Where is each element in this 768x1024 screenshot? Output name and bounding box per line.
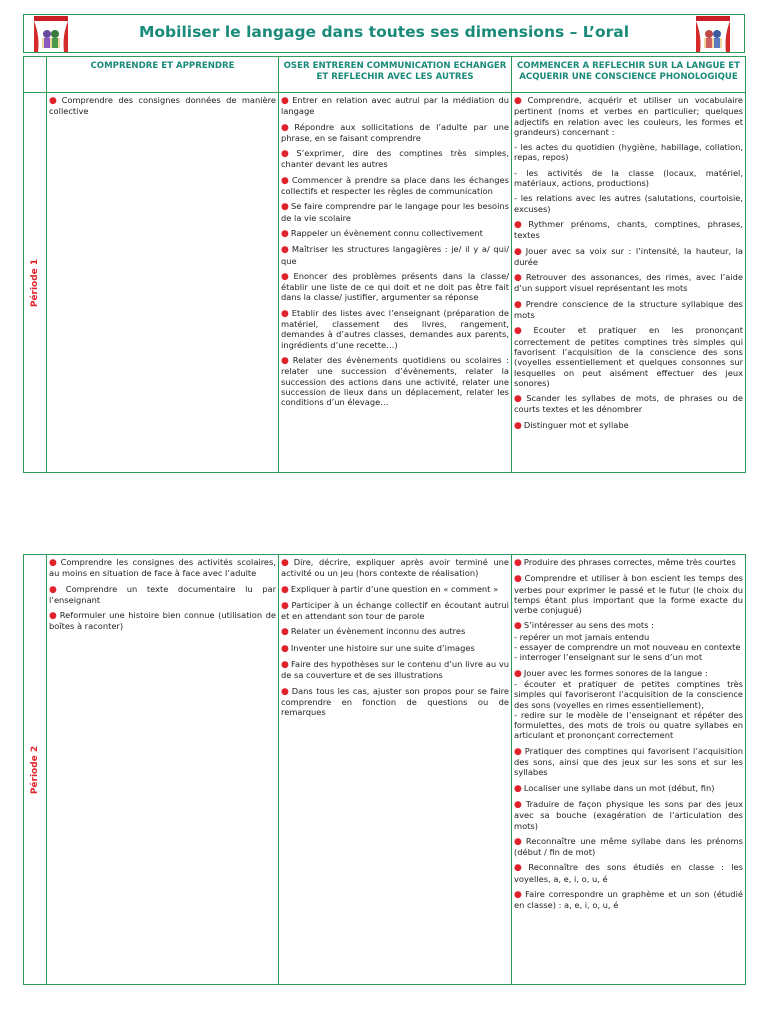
list-item [514,420,743,431]
list-item-text: Jouer avec les formes sonores de la langue : - écouter et pratiquer de petites comptines très simples qui favoriseront l’acquisition de la conscience des sons (voyelles en rimes essentiellement), - redire sur le modèle de l’enseignant et répéter des formulettes, des mots de trois ou quatre syllabes en articulant et prononçant correctement [514,667,743,741]
bullet-icon: ● [281,558,292,568]
list-item [281,201,509,223]
period-label: Période 2 [30,745,40,794]
bullet-icon: ● [281,686,290,697]
bullet-icon: ● [281,308,290,319]
list-item-text: Faire des hypothèses sur le contenu d’un livre au vu de sa couverture et de ses illustrations [281,659,509,681]
period-label: Période 1 [30,258,40,307]
list-item [281,122,509,144]
list-item [281,308,509,350]
list-item-text: Inventer une histoire sur une suite d’images [290,642,475,653]
list-item [514,746,743,778]
theater-curtain-icon [696,16,730,52]
list-item-text: Ecouter et pratiquer en les prononçant correctement de petites comptines très simples qui favorisent l’acquisition de la conscience des sons (voyelles essentiellement et quelques consonnes sur lesquelles on peut aisément effectuer des jeux sonores) [514,325,744,388]
bullet-icon: ● [514,574,523,585]
bullet-icon: ● [281,660,289,671]
list-item-text: Commencer à prendre sa place dans les échanges collectifs et respecter les règles de communication [281,174,509,197]
list-item-text: Retrouver des assonances, des rimes, avec l’aide d’un support visuel représentant les mots [514,272,743,294]
bullet-icon: ● [49,96,60,106]
list-item-text: Comprendre des consignes données de manière collective [49,95,276,117]
bullet-icon: ● [514,890,524,901]
bullet-icon: ● [514,783,522,794]
list-item [281,271,509,303]
list-item [514,193,743,214]
period-2-table [23,554,746,985]
list-item-text: Dans tous les cas, ajuster son propos pour se faire comprendre en fonction de questions ou de remarques [281,685,509,718]
bullet-icon: ● [49,584,64,595]
bullet-icon: ● [281,627,289,638]
list-item [514,557,743,568]
list-item [514,142,743,163]
bullet-icon: ● [281,355,291,366]
list-item [281,626,509,637]
list-item-text: - les relations avec les autres (salutations, courtoisie, excuses) [514,193,743,214]
period-label-cell [24,555,47,985]
list-item-text: Faire correspondre un graphème et un son (étudié en classe) : a, e, i, o, u, é [514,889,743,911]
bullet-icon: ● [281,122,293,133]
list-item [514,783,743,794]
list-item [514,799,743,831]
header-comprendre: COMPRENDRE ET APPRENDRE [47,57,279,93]
list-item [514,393,743,415]
list-item [49,610,276,632]
list-item [281,175,509,197]
list-item-text: Scander les syllabes de mots, de phrases ou de courts textes et les dénombrer [514,393,743,415]
list-item-text: Etablir des listes avec l’enseignant (préparation de matériel, classement des livres, rangement, demandes à d’autres classes, demandes aux parents, ingrédients d’une recette…) [281,307,509,350]
page-title: Mobiliser le langage dans toutes ses dimensions – L’oral [138,23,630,41]
bullet-icon: ● [281,202,289,213]
bullet-icon: ● [514,299,524,310]
bullet-icon: ● [281,600,290,611]
list-item [514,862,743,884]
list-item [281,600,509,622]
list-item-text: Enoncer des problèmes présents dans la classe/ établir une liste de ce qui doit et ne doit pas être fait dans la classe/ justifier, argumenter sa réponse [281,270,509,303]
bullet-icon: ● [514,394,525,405]
list-item-text: Pratiquer des comptines qui favorisent l’acquisition des sons, ainsi que des jeux sur les sons et sur les syllabes [514,745,743,778]
list-item-text: Entrer en relation avec autrui par la médiation du langage [281,95,510,117]
list-item-text: - les activités de la classe (locaux, matériel, matériaux, actions, productions) [514,167,743,189]
period-label-cell [24,93,47,473]
bullet-icon: ● [281,175,290,186]
list-item [514,168,743,189]
list-item [281,686,509,718]
list-item-text: S’exprimer, dire des comptines très simples, chanter devant les autres [281,148,510,170]
column-reflechir [512,93,746,473]
list-item [514,95,743,137]
list-item-text: Jouer avec sa voix sur : l’intensité, la hauteur, la durée [514,245,743,267]
list-item [281,148,509,170]
list-item-text: Dire, décrire, expliquer après avoir terminé une activité ou un jeu (hors contexte de réalisation) [281,557,509,579]
list-item [49,557,276,579]
list-item-text: Reformuler une histoire bien connue (utilisation de boîtes à raconter) [49,610,276,632]
header-oser: OSER ENTREREN COMMUNICATION ECHANGER ET REFLECHIR AVEC LES AUTRES [279,57,512,93]
bullet-icon: ● [281,96,291,106]
list-item [281,659,509,681]
bullet-icon: ● [514,799,524,810]
list-item-text: S’intéresser au sens des mots : - repérer un mot jamais entendu - essayer de comprendre un mot nouveau en contexte - interroger l’enseignant sur le sens d’un mot [514,620,741,663]
list-item-text: Comprendre et utiliser à bon escient les temps des verbes pour exprimer le passé et le futur (le choix du temps étant plus important que la forme exacte du verbe conjugué) [514,573,744,616]
bullet-icon: ● [514,668,522,679]
bullet-icon: ● [514,863,527,874]
list-item-text: Relater des évènements quotidiens ou scolaires : relater une succession d’évènements, relater la succession des actions dans une activité, relater une succession de lieux dans un déplacement, relater les conditions d’un élevage… [281,354,509,408]
bullet-icon: ● [281,149,295,160]
list-item-text: Relater un évènement inconnu des autres [290,626,466,637]
bullet-icon: ● [514,558,522,568]
column-comprendre [47,555,279,985]
list-item [514,325,743,388]
list-item-text: Rappeler un évènement connu collectivement [290,227,483,238]
list-item-text: Prendre conscience de la structure syllabique des mots [514,298,743,321]
list-item-text: - les actes du quotidien (hygiène, habillage, collation, repas, repos) [514,142,743,163]
list-item-text: Reconnaître des sons étudiés en classe : les voyelles, a, e, i, o, u, é [514,862,743,884]
corner-cell [24,57,47,93]
list-item [514,836,743,858]
bullet-icon: ● [49,558,59,568]
list-item [281,643,509,654]
list-item-text: Maîtriser les structures langagières : je/ il y a/ qui/ que [281,244,510,266]
bullet-icon: ● [49,611,58,622]
list-item [514,573,743,615]
bullet-icon: ● [281,271,292,282]
list-item [514,246,743,268]
list-item [281,584,509,595]
bullet-icon: ● [514,746,523,757]
list-item-text: Rythmer prénoms, chants, comptines, phrases, textes [514,218,743,241]
list-item-text: Distinguer mot et syllabe [523,419,629,430]
bullet-icon: ● [281,643,289,654]
bullet-icon: ● [514,219,527,230]
list-item [514,272,743,294]
header-row [24,57,746,93]
list-item [281,95,509,117]
list-item [281,557,509,579]
list-item [514,620,743,662]
list-item-text: Comprendre les consignes des activités scolaires, au moins en situation de face à face avec l’adulte [49,557,276,579]
bullet-icon: ● [514,246,524,257]
bullet-icon: ● [514,96,526,106]
list-item-text: Expliquer à partir d’une question en « comment » [290,583,499,594]
list-item [49,584,276,606]
header-reflechir: COMMENCER A REFLECHIR SUR LA LANGUE ET ACQUERIR UNE CONSCIENCE PHONOLOGIQUE [512,57,746,93]
column-reflechir [512,555,746,985]
column-oser [279,93,512,473]
list-item-text: Se faire comprendre par le langage pour les besoins de la vie scolaire [281,201,510,223]
list-item [514,219,743,241]
list-item [514,668,743,741]
column-oser [279,555,512,985]
list-item [281,244,509,266]
list-item [49,95,276,117]
list-item-text: Produire des phrases correctes, même très courtes [523,557,736,567]
bullet-icon: ● [514,621,522,632]
bullet-icon: ● [281,245,290,256]
list-item [514,299,743,321]
bullet-icon: ● [514,326,532,337]
bullet-icon: ● [281,584,289,595]
list-item-text: Reconnaître une même syllabe dans les prénoms (début / fin de mot) [514,835,744,858]
period-1-table [23,56,746,473]
list-item-text: Comprendre, acquérir et utiliser un vocabulaire pertinent (noms et verbes en particulier; quelques adjectifs en relation avec les couleurs, les formes et grandeurs) concernant : [514,95,744,137]
bullet-icon: ● [514,420,522,431]
bullet-icon: ● [514,836,524,847]
list-item-text: Participer à un échange collectif en écoutant autrui et en attendant son tour de parole [281,599,509,622]
list-item-text: Localiser une syllabe dans un mot (début, fin) [523,782,715,793]
list-item-text: Répondre aux sollicitations de l’adulte par une phrase, en se faisant comprendre [281,121,510,143]
list-item [281,355,509,407]
list-item [514,889,743,911]
column-comprendre [47,93,279,473]
list-item-text: Traduire de façon physique les sons par des jeux avec sa bouche (exagération de l’articulation des mots) [514,798,743,831]
title-banner [23,14,745,53]
list-item-text: Comprendre un texte documentaire lu par l’enseignant [49,583,276,605]
bullet-icon: ● [281,228,289,239]
list-item [281,228,509,239]
bullet-icon: ● [514,273,524,284]
